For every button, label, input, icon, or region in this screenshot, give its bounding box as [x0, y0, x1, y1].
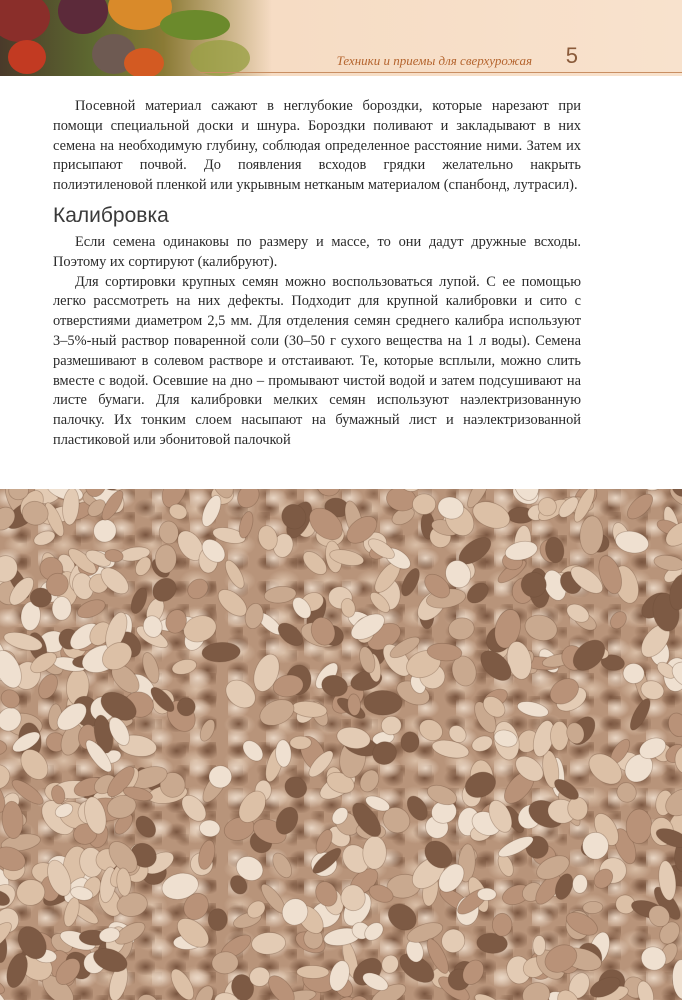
- seed-shape: [623, 490, 657, 523]
- page-number: 5: [565, 43, 578, 68]
- seed-shape: [167, 966, 199, 1000]
- seed-shape: [653, 553, 682, 573]
- seed-shape: [400, 731, 420, 753]
- running-title: Техники и приемы для сверхурожая: [336, 53, 532, 68]
- seed-shape: [314, 489, 343, 499]
- seed-shape: [197, 717, 218, 743]
- seed-shape: [222, 558, 248, 591]
- seed-shape: [0, 761, 13, 793]
- seed-shape: [0, 686, 23, 712]
- seed-shape: [627, 696, 654, 733]
- seed-shape: [158, 520, 179, 544]
- seed-shape: [582, 832, 608, 859]
- seed-shape: [184, 575, 212, 603]
- seed-shape: [379, 953, 401, 976]
- seed-shape: [132, 812, 160, 841]
- seed-shape: [170, 657, 198, 677]
- vegetables-photo: [0, 0, 272, 76]
- seed-shape: [2, 629, 44, 654]
- seed-shape: [472, 990, 504, 1000]
- seed-shape: [533, 936, 546, 956]
- seed-shape: [115, 890, 150, 919]
- seed-shape: [626, 809, 652, 844]
- seed-shape: [551, 721, 569, 750]
- seed-shape: [522, 611, 560, 644]
- paragraph-2: Для сортировки крупных семян можно воспользоваться лупой. С ее помощью легко рассмотреть на них дефекты. Подходит для крупной калибровки и сито с отверстиями диаметром 2,5 мм. Для отделения семян среднего калибра используют 3–5%-ный раствор поваренной соли (30–50 г сухого вещества на 1 л воды). Семена размешивают в солевом растворе и отстаивают. Те, которые всплыли, можно слить вместе с водой. Осевшие на дно – промывают чистой водой и затем подсушивают на листе бумаги. Для калибровки мелких семян используют наэлектризованную палочку. Их тонким слоем насыпают на бумажный лист и наэлектризованной пластиковой или эбонитовой палочкой: [53, 273, 581, 448]
- seed-shape: [239, 737, 267, 765]
- seed-shape: [251, 931, 286, 955]
- seed-shape: [582, 901, 603, 914]
- seed-shape: [256, 695, 298, 731]
- seeds-photo: [0, 489, 682, 1000]
- seed-shape: [413, 494, 436, 515]
- seed-shape: [0, 739, 7, 755]
- seed-shape: [75, 596, 108, 621]
- page-header: [0, 0, 682, 76]
- seed-shape: [52, 596, 72, 620]
- seed-shape: [447, 616, 476, 642]
- seed-shape: [199, 819, 221, 838]
- seed-shape: [269, 850, 296, 881]
- seed-shape: [191, 983, 217, 1000]
- seed-shape: [281, 773, 311, 802]
- seed-shape: [641, 489, 671, 494]
- paragraph-1: Если семена одинаковы по размеру и массе, то они дадут дружные всходы. Поэтому их сортируют (калибруют).: [53, 233, 581, 270]
- seed-shape: [296, 965, 329, 979]
- seed-shape: [363, 836, 387, 870]
- seed-shape: [154, 544, 177, 573]
- seed-shape: [290, 736, 312, 750]
- seed-shape: [516, 699, 550, 720]
- main-text: [53, 97, 581, 451]
- seed-shape: [202, 642, 241, 663]
- seed-shape: [133, 990, 164, 1000]
- seed-shape: [572, 874, 588, 894]
- seed-shape: [233, 489, 263, 512]
- seed-shape: [361, 919, 387, 944]
- seed-shape: [364, 690, 402, 715]
- seed-shape: [671, 959, 682, 1000]
- seed-shape: [32, 528, 57, 548]
- seed-shape: [538, 497, 557, 516]
- seed-shape: [431, 737, 471, 761]
- seed-shape: [470, 733, 495, 754]
- seed-shape: [1, 801, 24, 840]
- header-rule: [200, 72, 682, 73]
- seed-shape: [477, 888, 496, 901]
- seed-shape: [263, 585, 297, 605]
- seed-shape: [398, 566, 423, 599]
- seed-shape: [607, 608, 630, 631]
- section-heading: Калибровка: [53, 203, 169, 227]
- seeds-texture: [0, 489, 682, 1000]
- seed-shape: [0, 975, 7, 997]
- intro-paragraph: Посевной материал сажают в неглубокие бороздки, которые нарезают при помощи специальной доски и шнура. Бороздки поливают и закладывают в них семена на необходимую глубину, соблюдая определенное расстояние ними. Затем их присыпают почвой. До появления всходов грядки желательно накрыть полиэтиленовой пленкой или укрывным нетканым материалом (спанбонд, лутрасил).: [53, 98, 581, 194]
- seed-shape: [666, 711, 682, 739]
- seed-shape: [492, 913, 512, 936]
- seed-shape: [208, 908, 228, 931]
